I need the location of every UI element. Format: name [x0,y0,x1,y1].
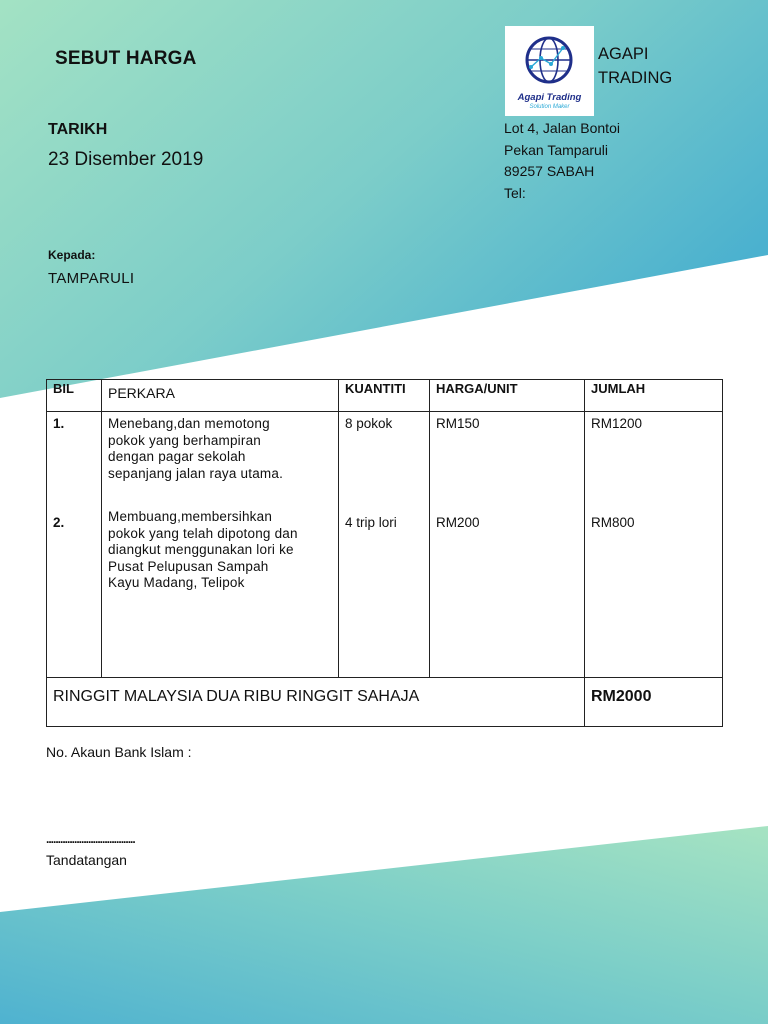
company-name-line2: TRADING [598,69,673,87]
item-description: Menebang,dan memotong pokok yang berhampiran dengan pagar sekolah sepanjang jalan raya utama. [108,416,284,481]
item-number: 2. [53,515,65,530]
company-address [504,118,620,204]
bank-account-label: No. Akaun Bank Islam : [46,744,192,760]
company-name [598,42,672,90]
perkara-cell [102,412,339,678]
item-amount: RM800 [591,515,635,530]
quotation-table [46,379,723,727]
address-line: Lot 4, Jalan Bontoi [504,120,620,136]
address-line: 89257 SABAH [504,163,595,179]
address-line: Pekan Tamparuli [504,141,609,158]
recipient-label: Kepada: [48,248,96,262]
item-quantity: 8 pokok [345,416,393,431]
company-logo [505,26,594,116]
date-value: 23 Disember 2019 [48,149,204,170]
item-number: 1. [53,416,65,431]
item-quantity: 4 trip lori [345,515,397,530]
table-header-row [47,380,723,412]
logo-text: Agapi Trading [517,92,582,103]
header-kuantiti: KUANTITI [339,380,430,412]
jumlah-cell [585,412,723,678]
bil-cell [47,412,102,678]
header-jumlah: JUMLAH [585,380,723,412]
total-amount: RM2000 [585,678,723,727]
table-body-row [47,412,723,678]
kuantiti-cell [339,412,430,678]
globe-icon [505,26,594,92]
header-bil: BIL [47,380,102,412]
total-in-words: RINGGIT MALAYSIA DUA RIBU RINGGIT SAHAJA [47,678,585,727]
signature-line: ...................................... [46,832,135,846]
item-description: Membuang,membersihkan pokok yang telah dipotong dan diangkut menggunakan lori ke Pusat Pelupusan Sampah Kayu Madang, Telipok [108,509,298,590]
signature-label: Tandatangan [46,852,127,868]
item-amount: RM1200 [591,416,643,431]
item-unit-price: RM200 [436,515,480,530]
recipient-value: TAMPARULI [48,270,135,287]
address-line: Tel: [504,184,526,201]
company-name-line1: AGAPI [598,45,649,63]
date-label: TARIKH [48,121,108,138]
table-total-row [47,678,723,727]
header-perkara: PERKARA [102,380,339,412]
document-title: SEBUT HARGA [55,48,197,69]
header-harga: HARGA/UNIT [430,380,585,412]
harga-cell [430,412,585,678]
logo-tagline: Solution Maker [529,104,570,110]
item-unit-price: RM150 [436,416,480,431]
